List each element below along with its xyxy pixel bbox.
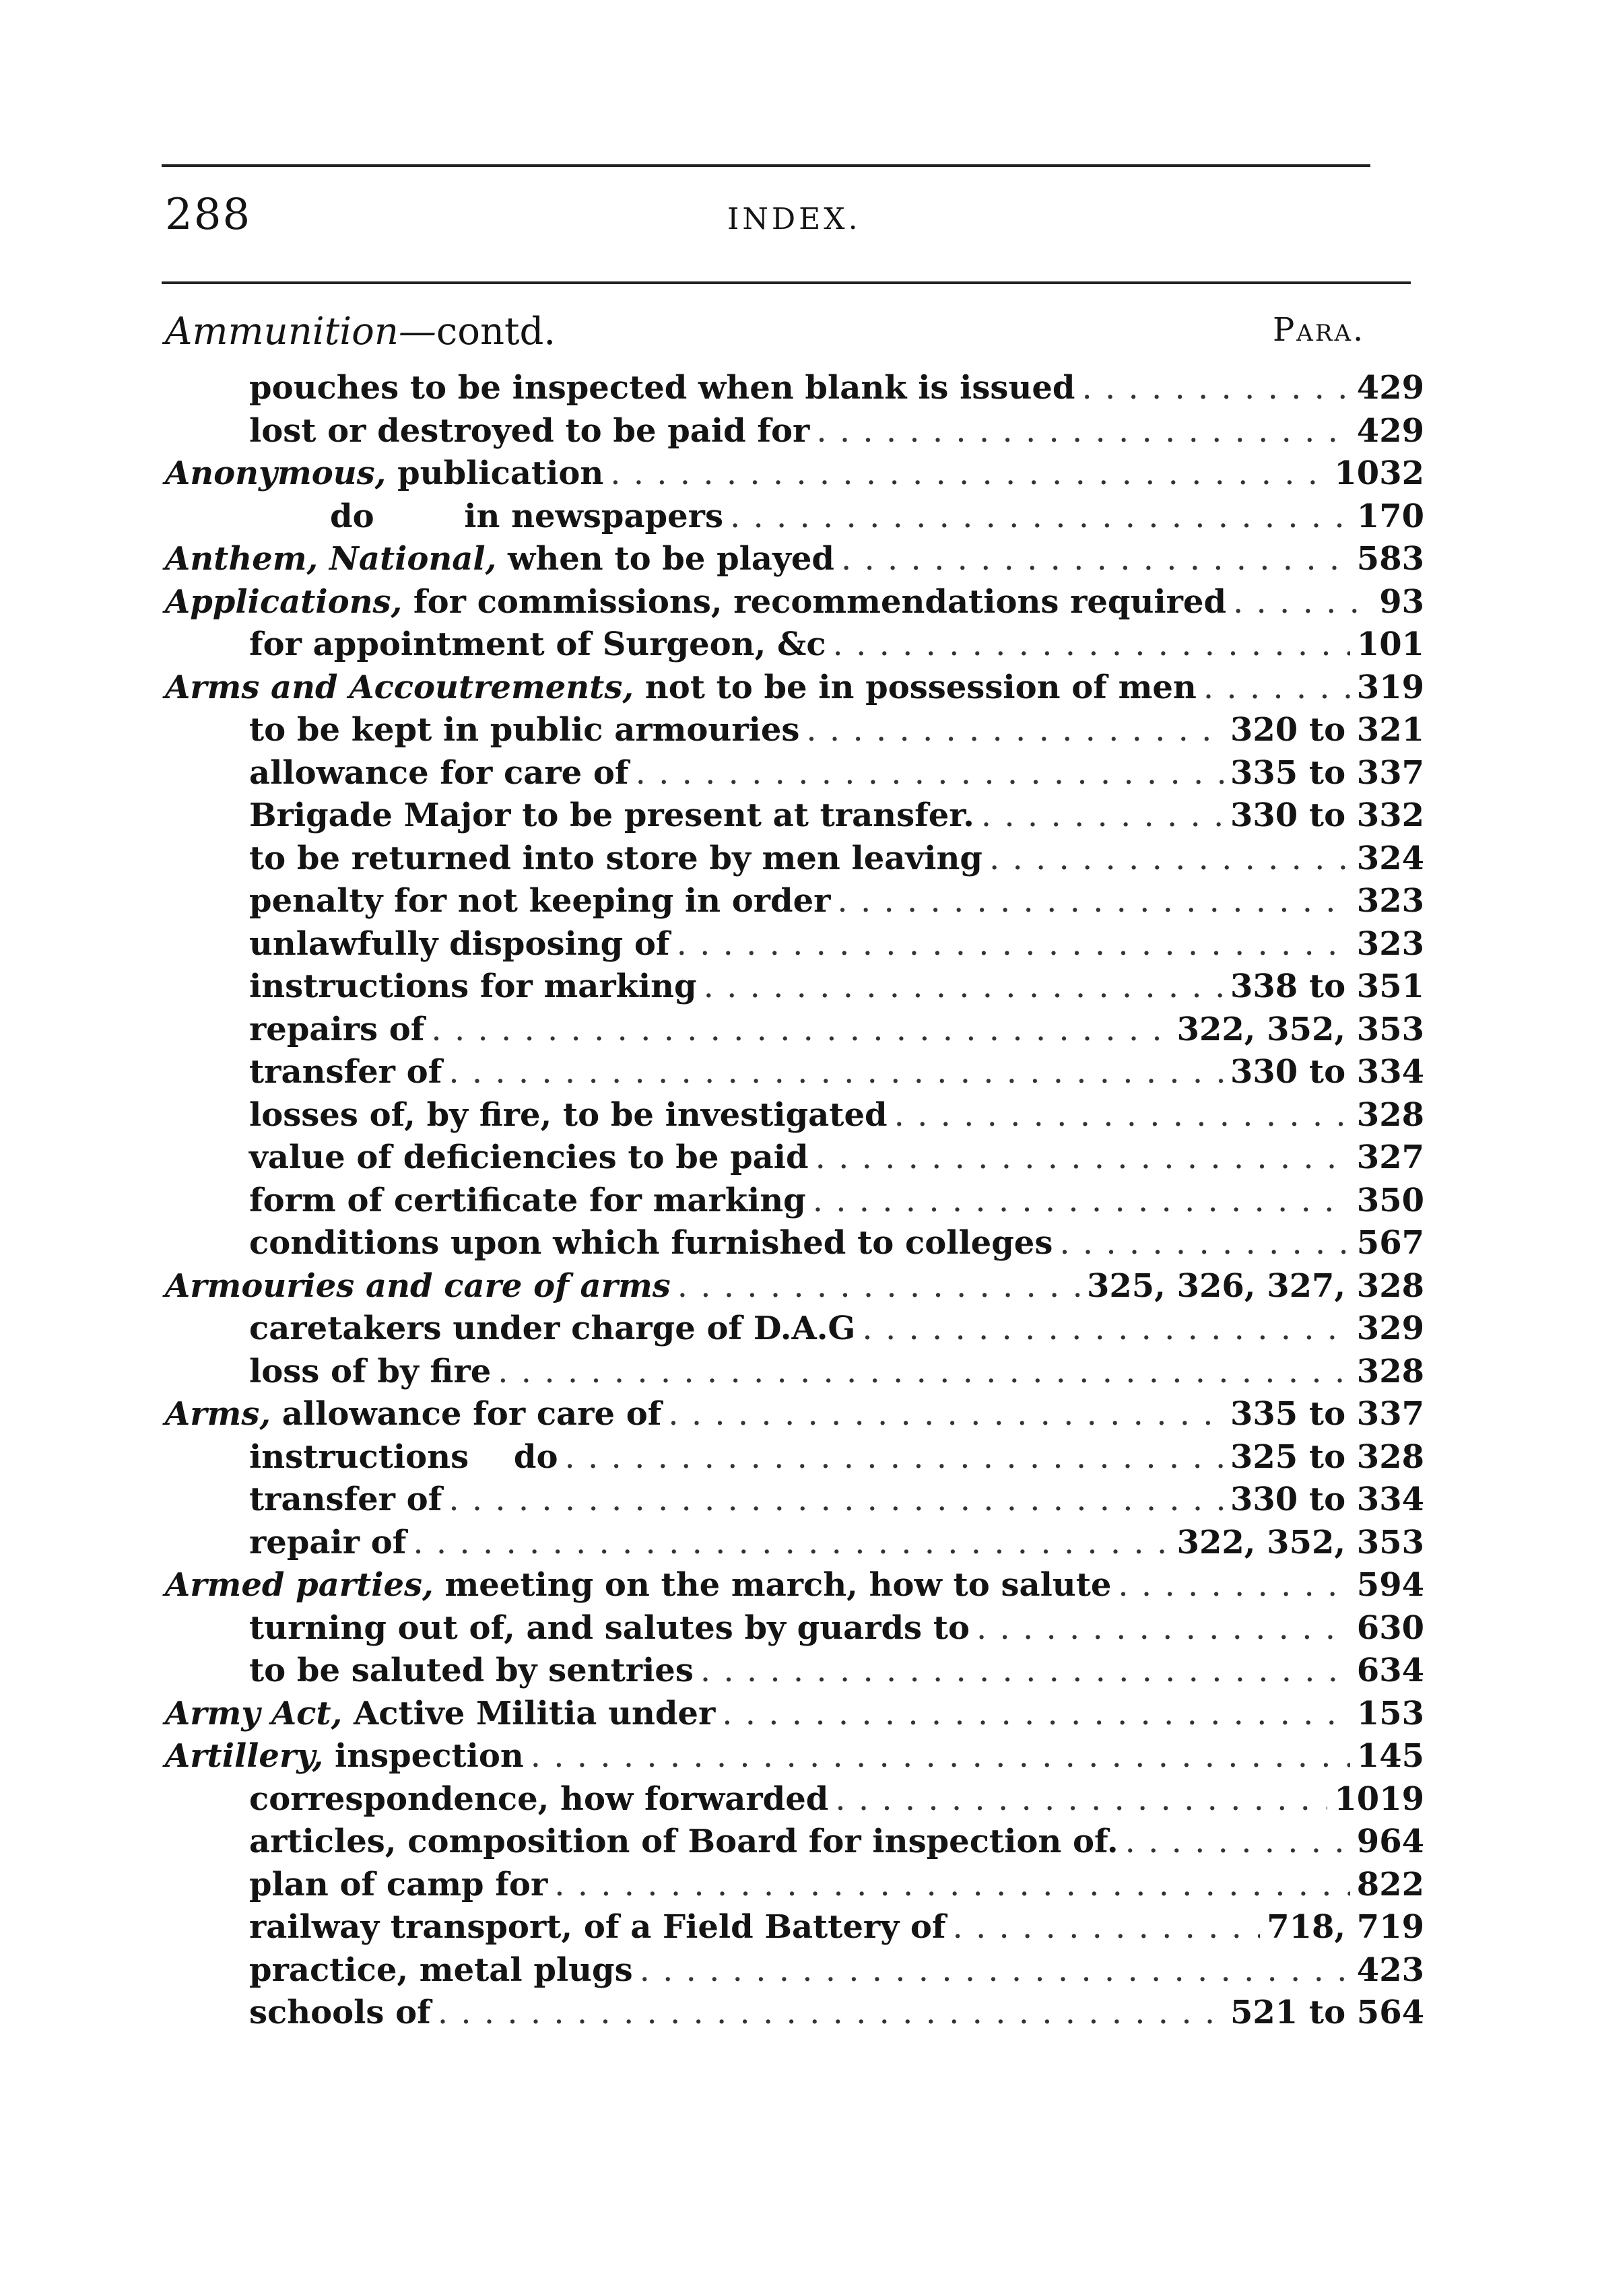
dot-leader bbox=[806, 709, 1224, 752]
para-column-label: Para. bbox=[1273, 311, 1366, 349]
dot-leader bbox=[837, 880, 1349, 923]
index-entry bbox=[165, 1222, 1424, 1265]
index-entry bbox=[165, 1650, 1424, 1693]
entry-text: inspection bbox=[323, 1737, 524, 1775]
entry-text: allowance for care of bbox=[249, 753, 629, 792]
index-entry bbox=[165, 1137, 1424, 1180]
index-entry bbox=[165, 1180, 1424, 1223]
entry-reference: 718, 719 bbox=[1267, 1908, 1424, 1946]
entry-text: pouches to be inspected when blank is issued bbox=[249, 369, 1075, 407]
dot-leader bbox=[952, 1906, 1260, 1949]
entry-reference: 323 bbox=[1356, 924, 1424, 963]
entry-text: instructions do bbox=[249, 1438, 558, 1476]
index-entry bbox=[165, 1479, 1424, 1522]
index-entry bbox=[165, 752, 1424, 795]
index-entry bbox=[165, 623, 1424, 667]
dot-leader bbox=[815, 1137, 1350, 1180]
dot-leader bbox=[704, 966, 1224, 1009]
entry-reference: 322, 352, 353 bbox=[1176, 1010, 1424, 1048]
entry-text: repair of bbox=[249, 1523, 407, 1561]
index-entry bbox=[165, 538, 1424, 581]
entry-text: articles, composition of Board for inspection of. bbox=[249, 1823, 1119, 1860]
entry-heading: Armouries and care of arms bbox=[165, 1267, 671, 1305]
entry-text: turning out of, and salutes by guards to bbox=[249, 1609, 970, 1647]
dot-leader bbox=[565, 1436, 1224, 1479]
dot-leader bbox=[833, 623, 1350, 667]
index-entry bbox=[165, 1522, 1424, 1565]
entry-reference: 521 to 564 bbox=[1230, 1994, 1424, 2031]
index-entry bbox=[165, 1308, 1424, 1351]
dot-leader bbox=[448, 1051, 1224, 1094]
entry-heading: Applications, bbox=[165, 582, 403, 621]
entry-reference: 170 bbox=[1356, 497, 1424, 535]
index-entry bbox=[165, 1735, 1424, 1778]
dot-leader bbox=[413, 1522, 1170, 1565]
index-entry bbox=[165, 880, 1424, 923]
entry-reference: 1032 bbox=[1334, 454, 1424, 492]
entry-text: instructions for marking bbox=[249, 968, 697, 1005]
entry-heading: Anthem, National, bbox=[165, 540, 497, 578]
dot-leader bbox=[894, 1094, 1350, 1137]
dot-leader bbox=[841, 538, 1350, 581]
entry-text: to be saluted by sentries bbox=[249, 1652, 694, 1689]
index-entry bbox=[165, 1821, 1424, 1864]
dot-leader bbox=[668, 1393, 1224, 1436]
entry-reference: 325 to 328 bbox=[1230, 1438, 1424, 1476]
entry-reference: 634 bbox=[1356, 1652, 1424, 1689]
entry-text: Brigade Major to be present at transfer. bbox=[249, 797, 974, 834]
index-entry bbox=[165, 1436, 1424, 1479]
dot-leader bbox=[813, 1180, 1350, 1223]
entry-reference: 350 bbox=[1356, 1181, 1424, 1219]
entry-text: for appointment of Surgeon, &c bbox=[249, 626, 826, 663]
dot-leader bbox=[1059, 1222, 1349, 1265]
entry-text: plan of camp for bbox=[249, 1865, 548, 1903]
entry-text: to be returned into store by men leaving bbox=[249, 839, 982, 877]
entry-reference: 145 bbox=[1356, 1737, 1424, 1775]
entry-text: Active Militia under bbox=[342, 1694, 716, 1732]
index-entry bbox=[165, 1393, 1424, 1436]
running-head: INDEX. bbox=[727, 202, 861, 236]
index-entry bbox=[165, 1949, 1424, 1992]
dot-leader bbox=[700, 1650, 1350, 1693]
index-entry bbox=[165, 367, 1424, 410]
entry-reference: 329 bbox=[1356, 1310, 1424, 1347]
entry-reference: 429 bbox=[1356, 369, 1424, 407]
index-entry bbox=[165, 1778, 1424, 1821]
entry-text: form of certificate for marking bbox=[249, 1181, 806, 1219]
index-entry bbox=[165, 1564, 1424, 1607]
entry-text: penalty for not keeping in order bbox=[249, 882, 831, 920]
index-entry bbox=[165, 1265, 1424, 1308]
entry-reference: 328 bbox=[1356, 1095, 1424, 1134]
index-entry bbox=[165, 1693, 1424, 1736]
entry-reference: 319 bbox=[1356, 668, 1424, 706]
entry-text: unlawfully disposing of bbox=[249, 924, 670, 963]
dot-leader bbox=[816, 410, 1349, 453]
entry-text: meeting on the march, how to salute bbox=[433, 1566, 1112, 1604]
entry-reference: 325, 326, 327, 328 bbox=[1086, 1267, 1424, 1305]
dot-leader bbox=[531, 1735, 1350, 1778]
dot-leader bbox=[554, 1864, 1350, 1907]
dot-leader bbox=[1203, 667, 1350, 710]
index-entry bbox=[165, 1009, 1424, 1052]
dot-leader bbox=[1081, 367, 1349, 410]
section-heading-term: Ammunition— bbox=[165, 310, 436, 353]
entry-reference: 964 bbox=[1356, 1823, 1424, 1860]
entry-reference: 323 bbox=[1356, 882, 1424, 920]
entry-reference: 93 bbox=[1379, 582, 1424, 621]
section-heading bbox=[165, 310, 556, 353]
dot-leader bbox=[498, 1351, 1350, 1394]
index-entry bbox=[165, 581, 1424, 624]
dot-leader bbox=[989, 838, 1350, 881]
entry-heading: Armed parties, bbox=[165, 1566, 434, 1604]
page-number: 288 bbox=[165, 190, 252, 240]
dot-leader bbox=[677, 1265, 1080, 1308]
entry-text: do in newspapers bbox=[330, 497, 723, 535]
index-entry bbox=[165, 452, 1424, 496]
dot-leader bbox=[640, 1949, 1350, 1992]
entry-text: not to be in possession of men bbox=[634, 668, 1197, 706]
entry-reference: 567 bbox=[1356, 1224, 1424, 1262]
entry-reference: 327 bbox=[1356, 1139, 1424, 1176]
dot-leader bbox=[862, 1308, 1349, 1351]
entry-reference: 330 to 334 bbox=[1230, 1481, 1424, 1518]
index-entry bbox=[165, 709, 1424, 752]
index-entry bbox=[165, 1906, 1424, 1949]
entry-text: caretakers under charge of D.A.G bbox=[249, 1310, 856, 1347]
entry-reference: 429 bbox=[1356, 411, 1424, 450]
index-entry bbox=[165, 1351, 1424, 1394]
entry-text: lost or destroyed to be paid for bbox=[249, 411, 810, 450]
dot-leader bbox=[835, 1778, 1327, 1821]
dot-leader bbox=[636, 752, 1224, 795]
dot-leader bbox=[976, 1607, 1350, 1650]
dot-leader bbox=[730, 496, 1350, 539]
dot-leader bbox=[677, 923, 1350, 966]
entry-text: to be kept in public armouries bbox=[249, 711, 800, 749]
entry-text: railway transport, of a Field Battery of bbox=[249, 1908, 946, 1946]
entry-heading: Arms, bbox=[165, 1395, 271, 1433]
entry-text: transfer of bbox=[249, 1481, 442, 1518]
index-entry bbox=[165, 410, 1424, 453]
entry-reference: 324 bbox=[1356, 839, 1424, 877]
entry-text: losses of, by fire, to be investigated bbox=[249, 1095, 888, 1134]
dot-leader bbox=[448, 1479, 1224, 1522]
entry-text: loss of by fire bbox=[249, 1352, 492, 1390]
entry-reference: 335 to 337 bbox=[1230, 753, 1424, 792]
entry-reference: 101 bbox=[1356, 626, 1424, 663]
entry-text: practice, metal plugs bbox=[249, 1951, 633, 1989]
index-entry bbox=[165, 496, 1424, 539]
dot-leader bbox=[438, 1992, 1224, 2035]
dot-leader bbox=[610, 452, 1327, 496]
dot-leader bbox=[431, 1009, 1170, 1052]
entry-text: schools of bbox=[249, 1994, 431, 2031]
dot-leader bbox=[981, 795, 1224, 838]
entry-reference: 822 bbox=[1356, 1865, 1424, 1903]
dot-leader bbox=[722, 1693, 1350, 1736]
index-entry bbox=[165, 1607, 1424, 1650]
index-entries bbox=[165, 367, 1424, 2035]
entry-text: publication bbox=[386, 454, 604, 492]
entry-heading: Anonymous, bbox=[165, 454, 387, 492]
index-entry bbox=[165, 1864, 1424, 1907]
entry-reference: 322, 352, 353 bbox=[1176, 1523, 1424, 1561]
header-rule bbox=[162, 281, 1411, 284]
index-entry bbox=[165, 1094, 1424, 1137]
entry-text: when to be played bbox=[496, 540, 834, 578]
index-entry bbox=[165, 838, 1424, 881]
dot-leader bbox=[1125, 1821, 1350, 1864]
entry-reference: 153 bbox=[1356, 1694, 1424, 1732]
entry-reference: 423 bbox=[1356, 1951, 1424, 1989]
dot-leader bbox=[1233, 581, 1372, 624]
index-entry bbox=[165, 923, 1424, 966]
entry-reference: 338 to 351 bbox=[1230, 968, 1424, 1005]
entry-text: for commissions, recommendations required bbox=[402, 582, 1227, 621]
entry-text: value of deficiencies to be paid bbox=[249, 1139, 809, 1176]
entry-text: transfer of bbox=[249, 1053, 442, 1091]
entry-reference: 583 bbox=[1356, 540, 1424, 578]
entry-text: allowance for care of bbox=[271, 1395, 662, 1433]
entry-reference: 594 bbox=[1356, 1566, 1424, 1604]
index-entry bbox=[165, 966, 1424, 1009]
top-rule bbox=[162, 164, 1370, 167]
section-heading-contd: contd. bbox=[436, 310, 556, 353]
entry-text: correspondence, how forwarded bbox=[249, 1780, 829, 1818]
entry-heading: Army Act, bbox=[165, 1694, 343, 1732]
entry-reference: 335 to 337 bbox=[1230, 1395, 1424, 1433]
entry-text: conditions upon which furnished to colleges bbox=[249, 1224, 1053, 1262]
entry-reference: 330 to 332 bbox=[1230, 797, 1424, 834]
index-entry bbox=[165, 1992, 1424, 2035]
entry-reference: 1019 bbox=[1334, 1780, 1424, 1818]
entry-reference: 630 bbox=[1356, 1609, 1424, 1647]
index-entry bbox=[165, 667, 1424, 710]
entry-text: repairs of bbox=[249, 1010, 425, 1048]
entry-reference: 320 to 321 bbox=[1230, 711, 1424, 749]
dot-leader bbox=[1118, 1564, 1349, 1607]
entry-reference: 328 bbox=[1356, 1352, 1424, 1390]
entry-heading: Arms and Accoutrements, bbox=[165, 668, 634, 706]
index-entry bbox=[165, 1051, 1424, 1094]
index-entry bbox=[165, 795, 1424, 838]
entry-heading: Artillery, bbox=[165, 1737, 324, 1775]
entry-reference: 330 to 334 bbox=[1230, 1053, 1424, 1091]
